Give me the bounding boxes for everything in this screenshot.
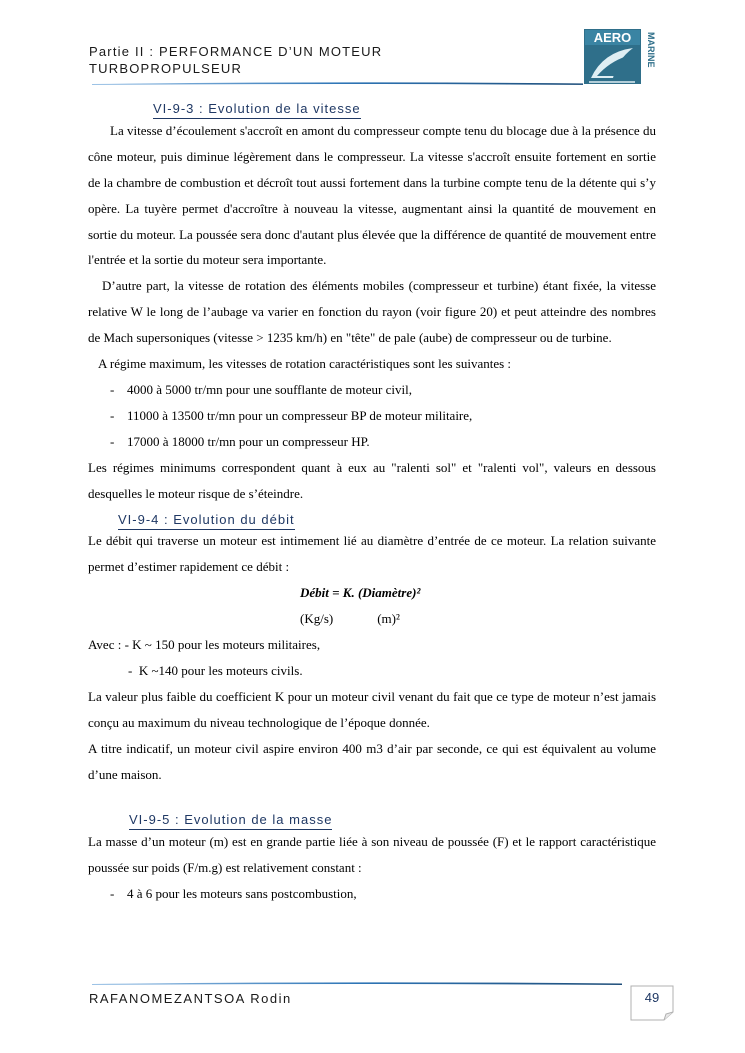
page-header: [89, 43, 382, 77]
header-line-2: TURBOPROPULSEUR: [89, 61, 243, 76]
list-item: - 4000 à 5000 tr/mn pour une soufflante de moteur civil,: [110, 381, 412, 397]
list-item: - 17000 à 18000 tr/mn pour un compresseur HP.: [110, 433, 370, 449]
paragraph: Le débit qui traverse un moteur est intimement lié au diamètre d’entrée de ce moteur. La relation suivante permet d’estimer rapidement ce débit :: [88, 533, 656, 575]
formula: Débit = K. (Diamètre)²: [300, 585, 421, 601]
section-heading-vitesse: VI-9-3 : Evolution de la vitesse: [153, 100, 361, 119]
formula-units: (Kg/s) (m)²: [300, 611, 400, 627]
logo-text-marine: MARINE: [646, 32, 656, 68]
document-body: [88, 96, 656, 907]
footer-author: RAFANOMEZANTSOA Rodin: [89, 991, 292, 1006]
paragraph: La vitesse d’écoulement s'accroît en amont du compresseur compte tenu du blocage due à la présence du cône moteur, puis diminue légèrement dans le compresseur. La vitesse s'accroît ensuite fortement en sortie de la chambre de combustion et décroît tout aussi fortement dans la turbine compte tenu de la détente qui s’y opère. La tuyère permet d'accroître à nouveau la vitesse, augmentant ainsi la quantité de mouvement en sortie du moteur. La poussée sera donc d'autant plus élevée que la différence de quantité de mouvement entre l'entrée et la sortie du moteur sera importante.: [88, 122, 656, 268]
paragraph: La valeur plus faible du coefficient K pour un moteur civil venant du fait que ce type de moteur n’est jamais conçu au maximum du niveau technologique de l’époque donnée.: [88, 688, 656, 730]
footer-rule: [92, 982, 622, 985]
list-item: - 4 à 6 pour les moteurs sans postcombustion,: [110, 886, 357, 902]
list-item: - 11000 à 13500 tr/mn pour un compresseur BP de moteur militaire,: [110, 407, 473, 423]
header-rule: [92, 82, 592, 85]
section-heading-masse: VI-9-5 : Evolution de la masse: [129, 811, 332, 830]
page-number: 49: [644, 990, 660, 1005]
paragraph: Avec : - K ~ 150 pour les moteurs militaires,: [88, 637, 321, 653]
list-item: - K ~140 pour les moteurs civils.: [128, 662, 303, 678]
header-line-1: Partie II : PERFORMANCE D’UN MOTEUR: [89, 44, 383, 59]
paragraph: D’autre part, la vitesse de rotation des éléments mobiles (compresseur et turbine) étant fixée, la vitesse relative W le long de l’aubage va varier en fonction du rayon (voir figure 20) et peut atteindre des nombres de Mach supersoniques (vitesse > 1235 km/h) en "tête" de pale (aube) de compresseur ou de turbine.: [88, 278, 656, 346]
paragraph: La masse d’un moteur (m) est en grande partie liée à son niveau de poussée (F) et le rapport caractéristique poussée sur poids (F/m.g) est relativement constant :: [88, 834, 656, 876]
paragraph: A titre indicatif, un moteur civil aspire environ 400 m3 d’air par seconde, ce qui est équivalent au volume d’une maison.: [88, 740, 656, 782]
aero-marine-logo: [583, 28, 656, 85]
paragraph: Les régimes minimums correspondent quant à eux au "ralenti sol" et "ralenti vol", valeurs en dessous desquelles le moteur risque de s’éteindre.: [88, 459, 656, 501]
logo-text-aero: AERO: [593, 30, 632, 45]
section-heading-debit: VI-9-4 : Evolution du débit: [118, 511, 295, 530]
paragraph: A régime maximum, les vitesses de rotation caractéristiques sont les suivantes :: [98, 356, 512, 372]
